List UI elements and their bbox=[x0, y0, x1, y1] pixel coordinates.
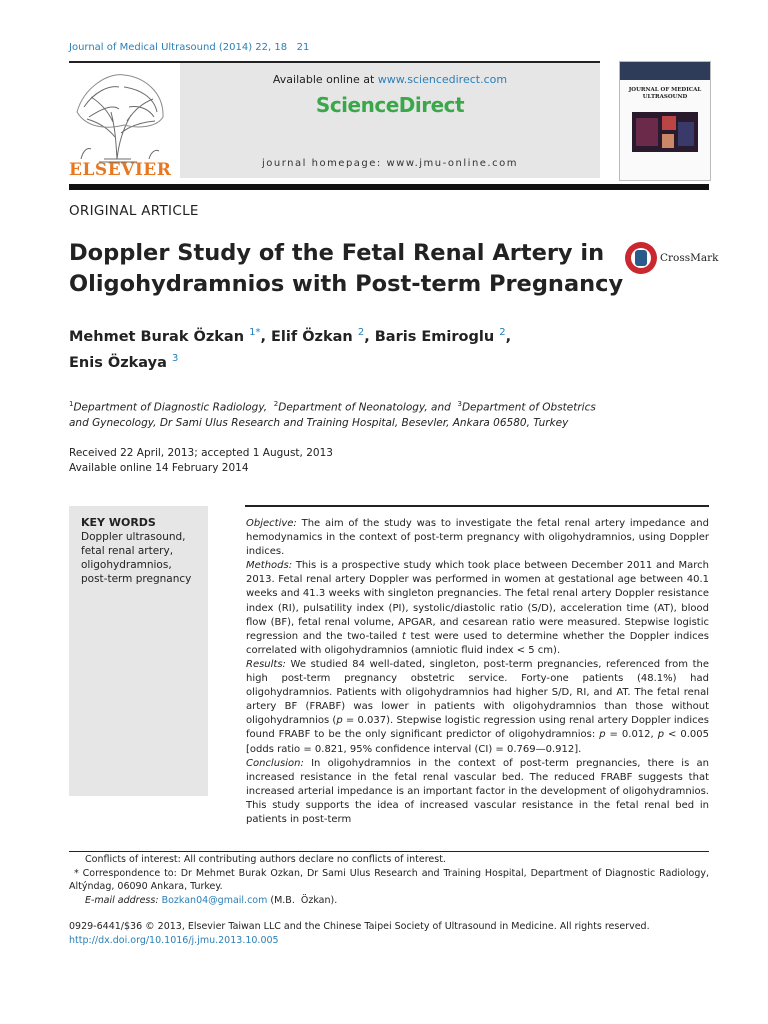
available-date: Available online 14 February 2014 bbox=[69, 462, 249, 474]
abstract-conclusion: Conclusion: In oligohydramnios in the context of post-term pregnancies, there is an increased resistance in the fetal renal vascular bed. The reduced FRABF suggests that increased arterial impedance is an important factor in the development of oligohydramnios. This study supports the idea of increased vascular resistance in the fetal renal bed in patients in post-term bbox=[246, 757, 709, 825]
crossmark-badge[interactable] bbox=[625, 242, 719, 276]
keyword-item: fetal renal artery, bbox=[81, 545, 174, 557]
available-online bbox=[180, 73, 600, 86]
affiliations: $^1$Department of Diagnostic Radiology, $^2$Department of Neonatology, and $^3$Department of Obstetrics and Gynecology, Dr Sami Ulus Research and Training Hospital, Besevler, Ankara 06580, Turkey bbox=[69, 400, 596, 429]
article-title: Doppler Study of the Fetal Renal Artery in Oligohydramnios with Post-term Pregnancy bbox=[69, 240, 624, 297]
header-bottom-rule bbox=[69, 184, 709, 190]
keyword-item: oligohydramnios, bbox=[81, 559, 172, 571]
cover-title: JOURNAL OF MEDICAL ULTRASOUND bbox=[628, 87, 702, 101]
results-label: Results: bbox=[246, 658, 286, 670]
abstract-results: Results: We studied 84 well-dated, singleton, post-term pregnancies, referenced from the high post-term pregnancy obstetric service. Forty-one patients (48.1%) had oligohydramnios. Patients with oligohydramnios had higher S/D, RI, and AT. The fetal renal artery BF (FRABF) was lower in patients with oligohydramnios than those without oligohydramnios (p = 0.037). Stepwise logistic regression using renal artery Doppler indices found FRABF to be the only significant predictor of oligohydramnios: p = 0.012, p < 0.005 [odds ratio = 0.821, 95% confidence interval (CI) = 0.769—0.912]. bbox=[246, 658, 710, 755]
email-link[interactable]: Bozkan04@gmail.com bbox=[161, 894, 268, 906]
author-name: Baris Emiroglu bbox=[374, 328, 495, 345]
journal-pages: , 18 21 bbox=[268, 42, 310, 53]
author-name: Mehmet Burak Özkan bbox=[69, 328, 245, 345]
email-note: E-mail address: Bozkan04@gmail.com (M.B. Özkan). bbox=[85, 894, 338, 906]
article-dates bbox=[69, 446, 333, 476]
affiliation-2: Department of Neonatology, and bbox=[278, 401, 451, 414]
email-label: E-mail address: bbox=[85, 894, 159, 906]
copyright-text: 0929-6441/$36 © 2013, Elsevier Taiwan LLC and the Chinese Taipei Society of Ultrasound in Medicine. All rights reserved. bbox=[69, 921, 650, 932]
journal-citation bbox=[69, 42, 309, 53]
journal-volume: 22 bbox=[255, 42, 269, 53]
footnotes bbox=[69, 853, 709, 907]
journal-citation-prefix: Journal of Medical Ultrasound (2014) bbox=[69, 42, 256, 53]
abstract-top-rule bbox=[245, 505, 709, 507]
affiliation-1: Department of Diagnostic Radiology, bbox=[73, 401, 268, 414]
correspondence-note: * Correspondence to: Dr Mehmet Burak Ozkan, Dr Sami Ulus Research and Training Hospital, Department of Diagnostic Radiology, Altýndag, 06090 Ankara, Turkey. bbox=[69, 867, 709, 892]
elsevier-wordmark: ELSEVIER bbox=[69, 160, 172, 180]
keyword-item: post-term pregnancy bbox=[81, 573, 192, 585]
author-affil-ref[interactable]: 1* bbox=[249, 327, 261, 338]
section-label: ORIGINAL ARTICLE bbox=[69, 203, 199, 219]
conflicts-note: Conflicts of interest: All contributing authors declare no conflicts of interest. bbox=[85, 854, 446, 865]
author-affil-ref[interactable]: 2 bbox=[499, 327, 506, 338]
received-date: Received 22 April, 2013; accepted 1 August, 2013 bbox=[69, 447, 333, 459]
sciencedirect-brand: ScienceDirect bbox=[315, 93, 465, 117]
available-online-prefix: Available online at bbox=[272, 73, 378, 86]
author-affil-ref[interactable]: 2 bbox=[357, 327, 365, 338]
copyright-block bbox=[69, 920, 709, 947]
journal-homepage[interactable]: journal homepage: www.jmu-online.com bbox=[262, 158, 518, 169]
crossmark-label: CrossMark bbox=[660, 252, 719, 264]
methods-label: Methods: bbox=[246, 560, 293, 572]
cover-images bbox=[632, 112, 698, 152]
abstract-objective: Objective: The aim of the study was to investigate the fetal renal artery impedance and hemodynamics in the context of post-term pregnancy with oligohydramnios, using Doppler indices. bbox=[246, 518, 709, 558]
footnote-rule bbox=[69, 851, 709, 852]
affiliation-3-cont: and Gynecology, Dr Sami Ulus Research and Training Hospital, Besevler, Ankara 06580, Turkey bbox=[69, 417, 569, 429]
author-name: Elif Özkan bbox=[271, 328, 353, 345]
abstract-methods: Methods: This is a prospective study which took place between December 2011 and March 2013. Fetal renal artery Doppler was performed in women at gestational age between 40.1 weeks and 41.3 weeks with singleton pregnancies. The fetal renal artery Doppler resistance index (RI), pulsatility index (PI), systolic/diastolic ratio (S/D), acceleration time (AT), blood flow (BF), fetal renal volume, APGAR, and cesarean ratio were measured. Stepwise logistic regression and the two-tailed t test were used to determine whether the Doppler indices correlated with oligohydramnios (amniotic fluid index < 5 cm). bbox=[246, 560, 709, 656]
author-list: Mehmet Burak Özkan $^{1*}$, Elif Özkan $^2$, Baris Emiroglu $^2$, Enis Özkaya $^3$ bbox=[69, 327, 512, 371]
keyword-item: Doppler ultrasound, bbox=[81, 531, 186, 543]
conclusion-label: Conclusion: bbox=[246, 757, 304, 769]
sciencedirect-link[interactable]: www.sciencedirect.com bbox=[377, 73, 508, 86]
crossmark-icon bbox=[625, 242, 657, 274]
journal-cover bbox=[619, 61, 711, 181]
doi-link[interactable]: http://dx.doi.org/10.1016/j.jmu.2013.10.005 bbox=[69, 934, 279, 946]
author-affil-ref[interactable]: 3 bbox=[171, 352, 179, 364]
cover-band bbox=[620, 62, 710, 80]
abstract bbox=[246, 517, 709, 827]
keywords-heading: KEY WORDS bbox=[81, 516, 156, 529]
affiliation-3: Department of Obstetrics bbox=[461, 401, 596, 414]
author-name: Enis Özkaya bbox=[69, 354, 167, 371]
keywords-box bbox=[69, 506, 208, 796]
objective-label: Objective: bbox=[246, 518, 297, 529]
